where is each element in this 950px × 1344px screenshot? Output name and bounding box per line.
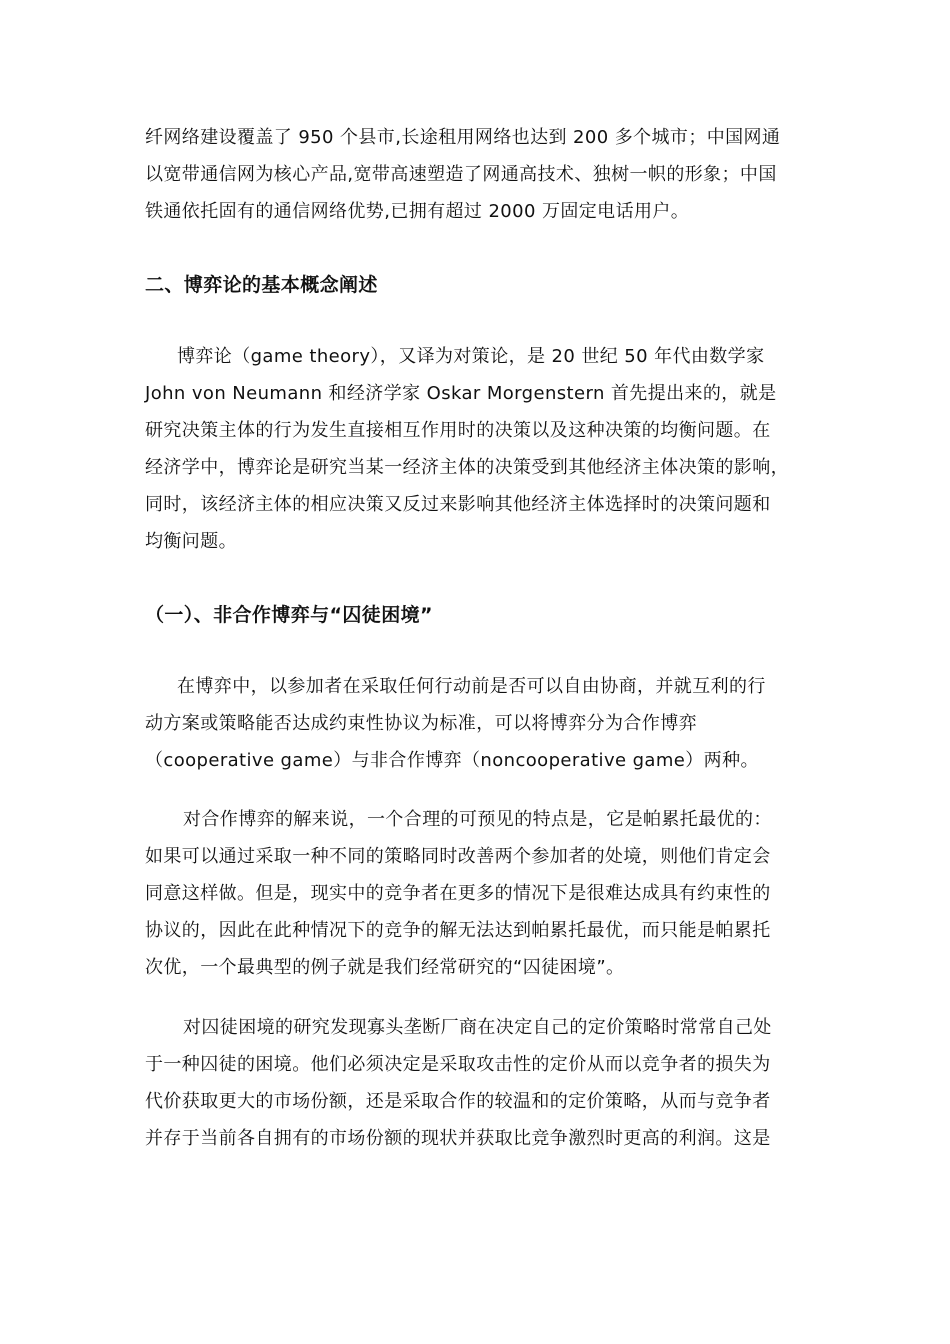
paragraph-line: 对合作博弈的解来说，一个合理的可预见的特点是，它是帕累托最优的： bbox=[183, 809, 772, 830]
paragraph-line: 如果可以通过采取一种不同的策略同时改善两个参加者的处境，则他们肯定会 bbox=[145, 846, 771, 867]
subsection-heading: （一）、非合作博弈与“囚徒困境” bbox=[145, 604, 433, 626]
paragraph-line: 对囚徒困境的研究发现寡头垄断厂商在决定自己的定价策略时常常自己处 bbox=[183, 1017, 772, 1038]
paragraph-line: 博弈论（game theory），又译为对策论，是 20 世纪 50 年代由数学家 bbox=[177, 346, 765, 367]
paragraph-line: 纤网络建设覆盖了 950 个县市,长途租用网络也达到 200 多个城市；中国网通 bbox=[145, 127, 781, 148]
section-heading: 二、博弈论的基本概念阐述 bbox=[145, 274, 378, 296]
paragraph-line: 以宽带通信网为核心产品,宽带高速塑造了网通高技术、独树一帜的形象；中国 bbox=[145, 164, 777, 185]
paragraph-line: 在博弈中，以参加者在采取任何行动前是否可以自由协商，并就互利的行 bbox=[177, 676, 766, 697]
paragraph-line: 于一种囚徒的困境。他们必须决定是采取攻击性的定价从而以竞争者的损失为 bbox=[145, 1054, 771, 1075]
paragraph-line: 均衡问题。 bbox=[145, 531, 237, 552]
paragraph-line: （cooperative game）与非合作博弈（noncooperative game）两种。 bbox=[145, 750, 759, 771]
paragraph-line: 协议的，因此在此种情况下的竞争的解无法达到帕累托最优，而只能是帕累托 bbox=[145, 920, 771, 941]
paragraph-line: 次优，一个最典型的例子就是我们经常研究的“囚徒困境”。 bbox=[145, 957, 625, 978]
paragraph-line: 并存于当前各自拥有的市场份额的现状并获取比竞争激烈时更高的利润。这是 bbox=[145, 1128, 771, 1149]
paragraph-line: 同时，该经济主体的相应决策又反过来影响其他经济主体选择时的决策问题和 bbox=[145, 494, 771, 515]
paragraph-line: John von Neumann 和经济学家 Oskar Morgenstern 首先提出来的，就是 bbox=[145, 383, 777, 404]
paragraph-line: 铁通依托固有的通信网络优势,已拥有超过 2000 万固定电话用户。 bbox=[145, 201, 690, 222]
paragraph-line: 研究决策主体的行为发生直接相互作用时的决策以及这种决策的均衡问题。在 bbox=[145, 420, 771, 441]
paragraph-line: 经济学中，博弈论是研究当某一经济主体的决策受到其他经济主体决策的影响， bbox=[145, 457, 789, 478]
paragraph-line: 同意这样做。但是，现实中的竞争者在更多的情况下是很难达成具有约束性的 bbox=[145, 883, 771, 904]
paragraph-line: 动方案或策略能否达成约束性协议为标准，可以将博弈分为合作博弈 bbox=[145, 713, 697, 734]
paragraph-line: 代价获取更大的市场份额，还是采取合作的较温和的定价策略，从而与竞争者 bbox=[145, 1091, 771, 1112]
